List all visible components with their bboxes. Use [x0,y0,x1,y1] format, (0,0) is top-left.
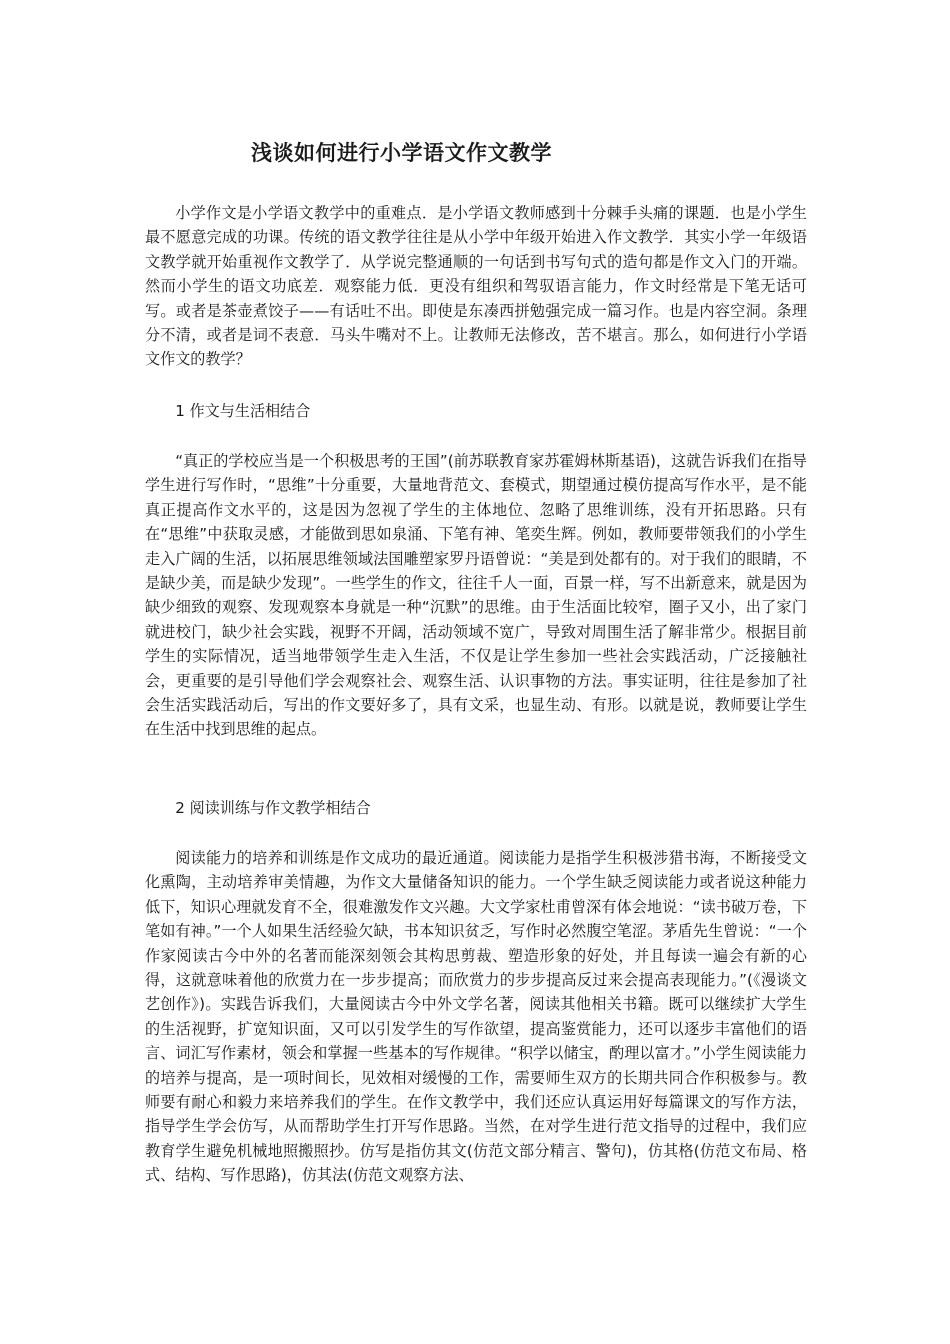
document-title: 浅谈如何进行小学语文作文教学 [251,141,552,165]
section-1-heading: 1 作文与生活相结合 [175,402,311,420]
section-2-paragraph: 阅读能力的培养和训练是作文成功的最近通道。阅读能力是指学生积极涉猎书海，不断接受文化熏陶，主动培养审美情趣，为作文大量储备知识的能力。一个学生缺乏阅读能力或者说这种能力低下，知识心理就发育不全，很难激发作文兴趣。大文学家杜甫曾深有体会地说：“读书破万卷，下笔如有神。”一个人如果生活经验欠缺，书本知识贫乏，写作时必然腹空笔涩。茅盾先生曾说：“一个作家阅读古今中外的名著而能深刻领会其构思剪裁、塑造形象的好处，并且每读一遍会有新的心得，这就意味着他的欣赏力在一步步提高；而欣赏力的步步提高反过来会提高表现能力。”(《漫谈文艺创作》)。实践告诉我们，大量阅读古今中外文学名著，阅读其他相关书籍。既可以继续扩大学生的生活视野，扩宽知识面，又可以引发学生的写作欲望，提高鉴赏能力，还可以逐步丰富他们的语言、词汇写作素材，领会和掌握一些基本的写作规律。“积学以储宝，酌理以富才。”小学生阅读能力的培养与提高，是一项时间长，见效相对缓慢的工作，需要师生双方的长期共同合作积极参与。教师要有耐心和毅力来培养我们的学生。在作文教学中，我们还应认真运用好每篇课文的写作方法，指导学生学会仿写，从而帮助学生打开写作思路。当然，在对学生进行范文指导的过程中，我们应教育学生避免机械地照搬照抄。仿写是指仿其文(仿范文部分精言、警句)，仿其格(仿范文布局、格式、结构、写作思路)，仿其法(仿范文观察方法、 [145,849,807,1185]
section-2-heading: 2 阅读训练与作文教学相结合 [175,799,371,817]
section-1-paragraph: “真正的学校应当是一个积极思考的王国”(前苏联教育家苏霍姆林斯基语)，这就告诉我们在指导学生进行写作时，“思维”十分重要，大量地背范文、套模式，期望通过模仿提高写作水平，是不能真正提高作文水平的，这是因为忽视了学生的主体地位、忽略了思维训练，没有开拓思路。只有在“思维”中获取灵感，才能做到思如泉涌、下笔有神、笔奕生辉。例如，教师要带领我们的小学生走入广阔的生活，以拓展思维领域法国雕塑家罗丹语曾说：“美是到处都有的。对于我们的眼睛，不是缺少美，而是缺少发现”。一些学生的作文，往往千人一面，百景一样，写不出新意来，就是因为缺少细致的观察、发现观察本身就是一种“沉默”的思维。由于生活面比较窄，圈子又小，出了家门就进校门，缺少社会实践，视野不开阔，活动领域不宽广，导致对周围生活了解非常少。根据目前学生的实际情况，适当地带领学生走入生活，不仅是让学生参加一些社会实践活动，广泛接触社会，更重要的是引导他们学会观察社会、观察生活、认识事物的方法。事实证明，往往是参加了社会生活实践活动后，写出的作文要好多了，具有文采，也显生动、有形。以就是说，教师要让学生在生活中找到思维的起点。 [145,452,807,739]
intro-paragraph: 小学作文是小学语文教学中的重难点．是小学语文教师感到十分棘手头痛的课题．也是小学生最不愿意完成的功课。传统的语文教学往往是从小学中年级开始进入作文教学．其实小学一年级语文教学就开始重视作文教学了．从学说完整通顺的一句话到书写句式的造句都是作文入门的开端。然而小学生的语文功底差．观察能力低．更没有组织和驾驭语言能力，作文时经常是下笔无话可写。或者是茶壶煮饺子——有话吐不出。即使是东凑西拼勉强完成一篇习作。也是内容空洞。条理分不清，或者是词不表意．马头牛嘴对不上。让教师无法修改，苦不堪言。那么，如何进行小学语文作文的教学？ [145,204,807,369]
